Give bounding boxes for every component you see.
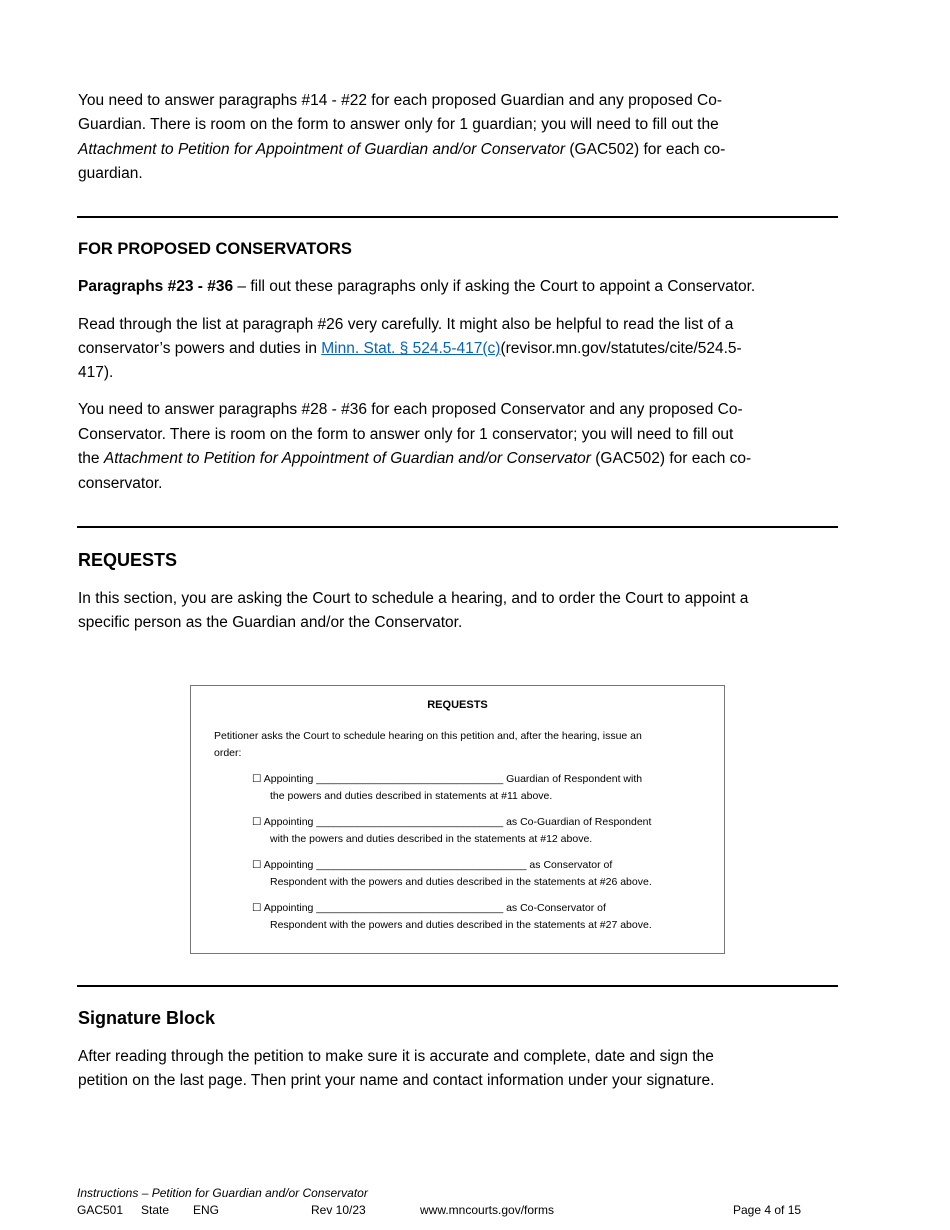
text-line: conservator. xyxy=(78,475,163,492)
text-line: You need to answer paragraphs #28 - #36 for each proposed Conservator and any proposed Co- xyxy=(78,401,743,418)
text-line: You need to answer paragraphs #14 - #22 for each proposed Guardian and any proposed Co- xyxy=(78,92,722,109)
text-line: Read through the list at paragraph #26 very carefully. It might also be helpful to read the list of a xyxy=(78,316,734,333)
excerpt-title: REQUESTS xyxy=(427,699,488,711)
footer-title: Instructions – Petition for Guardian and/or Conservator xyxy=(77,1186,368,1200)
text: conservator’s powers and duties in xyxy=(78,340,322,357)
request-item-detail: Respondent with the powers and duties described in the statements at #26 above. xyxy=(270,876,652,888)
footer-page-number: Page 4 of 15 xyxy=(733,1203,802,1217)
text-line xyxy=(78,450,751,468)
text: (GAC502) for each co- xyxy=(590,450,752,467)
request-item: ☐ Appointing ________________________________ Guardian of Respondent with xyxy=(252,773,643,785)
text-line: Guardian. There is room on the form to answer only for 1 guardian; you will need to fill out the xyxy=(78,116,719,133)
text: – fill out these paragraphs only if asking the Court to appoint a Conservator. xyxy=(233,278,756,295)
statute-link[interactable]: Minn. Stat. § 524.5-417(c) xyxy=(321,340,501,357)
text-line: petition on the last page. Then print your name and contact information under your signature. xyxy=(78,1072,715,1089)
request-item: ☐ Appointing ____________________________________ as Conservator of xyxy=(252,859,613,871)
text: (GAC502) for each co- xyxy=(565,141,726,158)
text-line: After reading through the petition to make sure it is accurate and complete, date and sign the xyxy=(78,1048,714,1065)
text-line: 417). xyxy=(78,364,114,381)
text-line xyxy=(78,141,725,159)
section-heading-requests: REQUESTS xyxy=(78,550,178,570)
text: (revisor.mn.gov/statutes/cite/524.5- xyxy=(500,340,742,357)
bold-text: Paragraphs #23 - #36 xyxy=(78,278,234,295)
form-title-italic: Attachment to Petition for Appointment of Guardian and/or Conservator xyxy=(78,141,566,158)
text-line xyxy=(78,278,755,296)
request-item-detail: with the powers and duties described in the statements at #12 above. xyxy=(270,833,593,845)
request-item: ☐ Appointing ________________________________ as Co-Conservator of xyxy=(252,902,606,914)
request-item-detail: Respondent with the powers and duties described in the statements at #27 above. xyxy=(270,919,652,931)
footer-revision: Rev 10/23 xyxy=(311,1203,366,1217)
footer-state: State xyxy=(141,1203,170,1217)
excerpt-intro: order: xyxy=(214,747,242,759)
requests-form-excerpt xyxy=(190,685,725,954)
text-line: specific person as the Guardian and/or the Conservator. xyxy=(78,614,463,631)
text: the xyxy=(78,450,104,467)
divider xyxy=(77,216,838,218)
request-item: ☐ Appointing ________________________________ as Co-Guardian of Respondent xyxy=(252,816,652,828)
text-line xyxy=(78,340,742,358)
request-item-detail: the powers and duties described in statements at #11 above. xyxy=(270,790,553,802)
divider xyxy=(77,985,838,987)
text-line: In this section, you are asking the Court to schedule a hearing, and to order the Court to appoint a xyxy=(78,590,749,607)
footer-language: ENG xyxy=(193,1203,220,1217)
footer-url: www.mncourts.gov/forms xyxy=(420,1203,555,1217)
excerpt-intro: Petitioner asks the Court to schedule hearing on this petition and, after the hearing, issue an xyxy=(214,730,642,742)
text-line: guardian. xyxy=(78,165,143,182)
footer-form-code: GAC501 xyxy=(77,1203,124,1217)
divider xyxy=(77,526,838,528)
section-heading-conservators: FOR PROPOSED CONSERVATORS xyxy=(78,240,352,258)
form-title-italic: Attachment to Petition for Appointment of Guardian and/or Conservator xyxy=(103,450,591,467)
text-line: Conservator. There is room on the form to answer only for 1 conservator; you will need to fill out xyxy=(78,426,734,443)
section-heading-signature: Signature Block xyxy=(78,1008,216,1028)
